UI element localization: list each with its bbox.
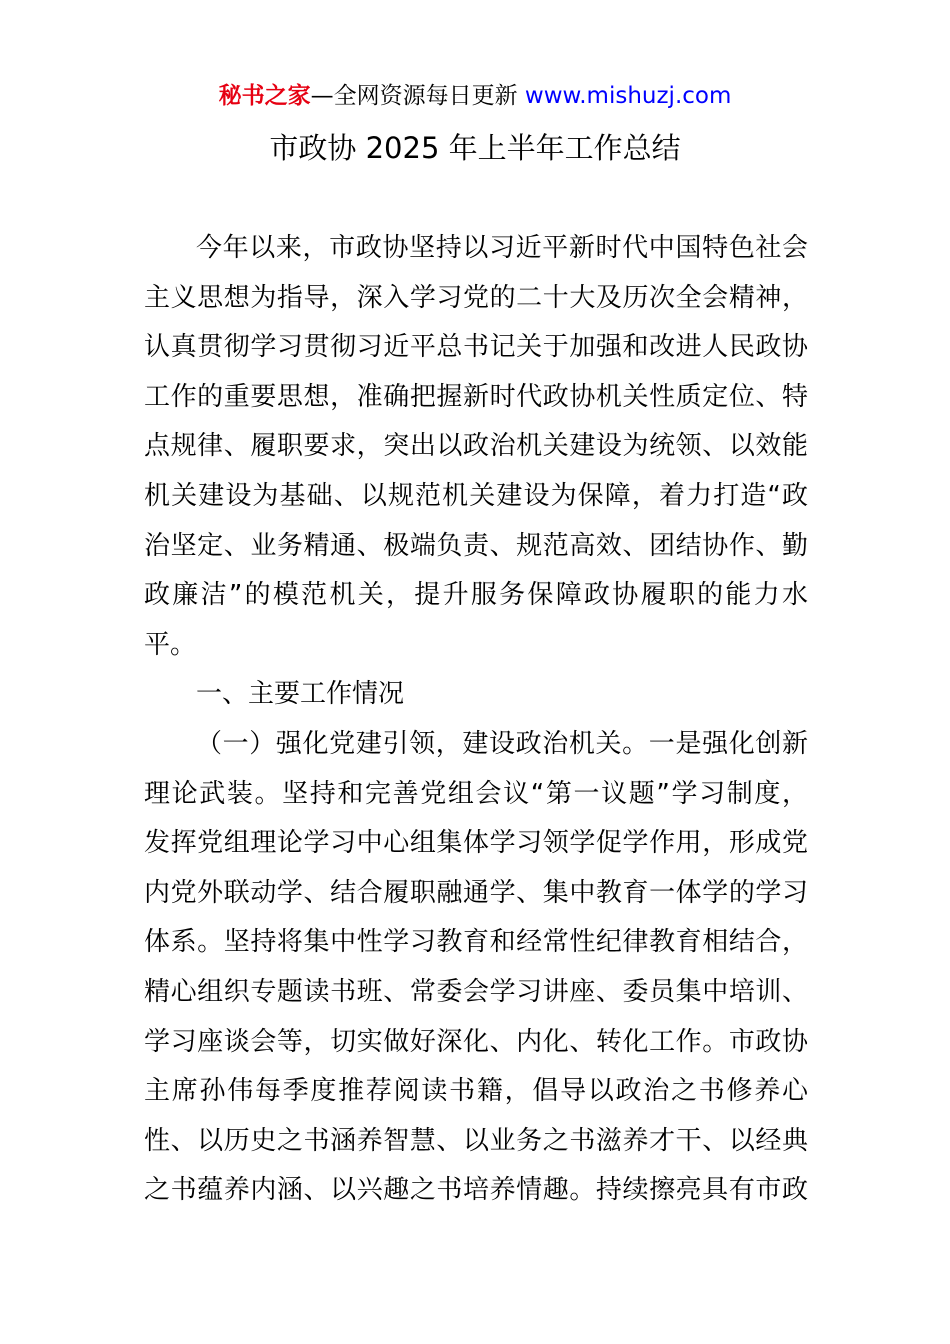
paragraph-line: 治坚定、业务精通、极端负责、规范高效、团结协作、勤 [144,530,808,561]
paragraph-line: 今年以来，市政协坚持以习近平新时代中国特色社会 [196,233,808,263]
paragraph-line: 性、以历史之书涵养智慧、以业务之书滋养才干、以经典 [144,1125,808,1156]
paragraph-line: 机关建设为基础、以规范机关建设为保障，着力打造“政 [144,480,808,511]
header-tagline: —全网资源每日更新 [310,83,525,109]
brand-name: 秘书之家 [218,83,311,109]
paragraph-line: 体系。坚持将集中性学习教育和经常性纪律教育相结合， [144,927,808,958]
paragraph-line: 主席孙伟每季度推荐阅读书籍，倡导以政治之书修养心 [144,1076,808,1107]
paragraph-line: 发挥党组理论学习中心组集体学习领学促学作用，形成党 [144,828,808,859]
paragraph-line: 点规律、履职要求，突出以政治机关建设为统领、以效能 [144,431,808,462]
paragraph-line: 政廉洁”的模范机关，提升服务保障政协履职的能力水 [144,580,808,611]
paragraph-line: 认真贯彻学习贯彻习近平总书记关于加强和改进人民政协 [144,332,808,363]
paragraph-line: 平。 [144,629,197,660]
document-body [144,224,808,1216]
site-header [0,78,950,114]
paragraph-line: 主义思想为指导，深入学习党的二十大及历次全会精神， [144,282,808,313]
section-heading: 一、主要工作情况 [196,679,405,710]
paragraph-line: （一）强化党建引领，建设政治机关。一是强化创新 [196,728,808,759]
site-url[interactable]: www.mishuzj.com [524,83,732,109]
paragraph-line: 精心组织专题读书班、常委会学习讲座、委员集中培训、 [144,976,808,1007]
paragraph-line: 工作的重要思想，准确把握新时代政协机关性质定位、特 [144,381,808,412]
paragraph-line: 内党外联动学、结合履职融通学、集中教育一体学的学习 [144,877,808,908]
paragraph-line: 学习座谈会等，切实做好深化、内化、转化工作。市政协 [144,1026,808,1057]
paragraph-line: 理论武装。坚持和完善党组会议“第一议题”学习制度， [144,778,808,809]
document-title: 市政协 2025 年上半年工作总结 [269,131,681,165]
paragraph-line: 之书蕴养内涵、以兴趣之书培养情趣。持续擦亮具有市政 [144,1175,808,1206]
